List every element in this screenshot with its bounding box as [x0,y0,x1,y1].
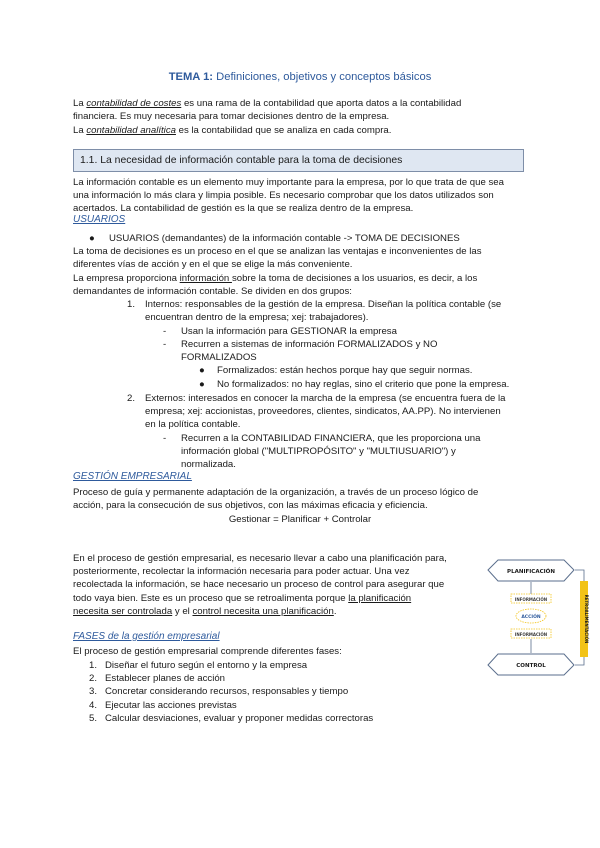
fases-item [89,659,307,672]
usuarios-text-1: La toma de decisiones es un proceso en el que se analizan las ventajas e inconvenientes de las [73,246,482,257]
bullet-icon: ● [89,233,95,244]
para1-line-1: La información contable es un elemento muy importante para la empresa, por lo que trata de que sea [73,177,504,188]
planificacion-label: PLANIFICACIÓN [507,569,555,575]
bullet-icon: ● [199,379,205,390]
control-label: CONTROL [516,663,546,669]
item1-subsub-1: Formalizados: están hechos porque hay que seguir normas. [217,365,473,376]
item2-line-3: en la política contable. [145,419,241,430]
section-title: 1.1. La necesidad de información contable para la toma de decisiones [80,155,403,166]
proceso-l5-end: . [333,606,337,617]
dash-icon: - [163,339,167,350]
proceso-line-4 [73,592,411,605]
informacion-label-1: INFORMACIÓN [514,597,548,602]
page-title [0,71,600,83]
item2-sub-line-2: información global ("MULTIPROPÓSITO" y "MULTIUSUARIO") y [181,446,456,457]
fases-heading: FASES de la gestión empresarial [73,631,220,642]
intro-line-3 [73,124,391,137]
dash-icon: - [163,433,167,444]
fases-item-text: Establecer planes de acción [105,673,225,684]
fases-item [89,699,237,712]
intro-line-2: financiera. Es muy necesaria para tomar decisiones dentro de la empresa. [73,111,390,122]
fases-item-number: 4. [89,700,98,711]
proceso-line-3: recolectada la información, se hace necesario un proceso de control para asegurar que [73,579,445,590]
item2-line-1: Externos: interesados en conocer la marcha de la empresa (se encuentra fuera de la [145,393,506,404]
fases-item [89,685,348,698]
intro-l3-pre: La [73,125,87,136]
fases-item [89,712,373,725]
informacion-label-2: INFORMACIÓN [514,632,548,637]
item1-number: 1. [127,299,136,310]
intro-l1-pre: La [73,98,87,109]
term-planificacion: la planificación [348,593,412,604]
fases-item-text: Ejecutar las acciones previstas [105,700,237,711]
item1-sub-2-line-2: FORMALIZADOS [181,352,257,363]
proceso-l4-pre: todo vaya bien. Este es un proceso que se retroalimenta porque [73,593,349,604]
title-rest: Definiciones, objetivos y conceptos básicos [213,71,432,83]
gestion-heading: GESTIÓN EMPRESARIAL [73,471,192,482]
gestion-line-1: Proceso de guía y permanente adaptación de la organización, a través de un proceso lógico de [73,487,479,498]
fases-item-number: 3. [89,686,98,697]
item2-number: 2. [127,393,136,404]
accion-label: ACCIÓN [521,615,541,620]
fases-item-number: 1. [89,660,98,671]
term-contabilidad-analitica: contabilidad analítica [86,125,176,136]
item1-sub-2-line-1: Recurren a sistemas de información FORMALIZADOS y NO [181,339,438,350]
gestion-line-2: acción, para la consecución de sus objetivos, con las máximas eficacia y eficiencia. [73,500,428,511]
item1-sub-1: Usan la información para GESTIONAR la empresa [181,326,397,337]
item1-line-2: encuentran dentro de la empresa; xej: trabajadores). [145,312,369,323]
item2-line-2: empresa; xej: accionistas, proveedores, clientes, sindicatos, AA.PP). No intervienen [145,406,501,417]
term-necesita-controlada: necesita ser controlada [73,606,173,617]
text3-post: sobre la toma de decisiones a los usuarios, es decir, a los [231,273,478,284]
retroalimentacion-label: RETROALIMENTACIÓN [584,594,589,644]
intro-l1-post: es una rama de la contabilidad que aporta datos a la contabilidad [181,98,462,109]
term-control-planificacion: control necesita una planificación [192,606,334,617]
usuarios-heading: USUARIOS [73,214,126,225]
proceso-line-1: En el proceso de gestión empresarial, es necesario llevar a cabo una planificación para, [73,553,447,564]
dash-icon: - [163,326,167,337]
intro-l3-post: es la contabilidad que se analiza en cada compra. [175,125,392,136]
proceso-l5-mid: y el [172,606,193,617]
item2-sub-line-1: Recurren a la CONTABILIDAD FINANCIERA, que les proporciona una [181,433,481,444]
usuarios-text-3 [73,272,477,285]
para1-line-2: una información lo más clara y limpia posible. Es necesario comprobar que los datos utilizados son [73,190,494,201]
fases-item [89,672,225,685]
title-prefix: TEMA 1: [168,71,214,83]
fases-item-number: 5. [89,713,98,724]
fases-item-text: Calcular desviaciones, evaluar y proponer medidas correctoras [105,713,374,724]
term-informacion: información [179,273,232,284]
fases-item-number: 2. [89,673,98,684]
bullet-icon: ● [199,365,205,376]
usuarios-text-2: diferentes vías de acción y en el que se elige la más conveniente. [73,259,353,270]
proceso-line-2: posteriormente, recolectar la información necesaria para poder actuar. Una vez [73,566,410,577]
item1-line-1: Internos: responsables de la gestión de la empresa. Diseñan la política contable (se [145,299,502,310]
usuarios-text-4: demandantes de información contable. Se dividen en dos grupos: [73,286,352,297]
proceso-line-5 [73,605,336,618]
fases-item-text: Concretar considerando recursos, responsables y tiempo [105,686,349,697]
item2-sub-line-3: normalizada. [181,459,236,470]
fases-item-text: Diseñar el futuro según el entorno y la empresa [105,660,308,671]
intro-line-1 [73,97,461,110]
gestion-formula: Gestionar = Planificar + Controlar [228,514,372,525]
fases-intro: El proceso de gestión empresarial comprende diferentes fases: [73,646,342,657]
usuarios-bullet: USUARIOS (demandantes) de la información contable -> TOMA DE DECISIONES [109,233,460,244]
gestion-cycle-diagram [480,553,592,687]
para1-line-3: acertados. La contabilidad de gestión es la que se realiza dentro de la empresa. [73,203,414,214]
term-contabilidad-costes: contabilidad de costes [86,98,182,109]
item1-subsub-2: No formalizados: no hay reglas, sino el criterio que pone la empresa. [217,379,510,390]
text3-pre: La empresa proporciona [73,273,180,284]
